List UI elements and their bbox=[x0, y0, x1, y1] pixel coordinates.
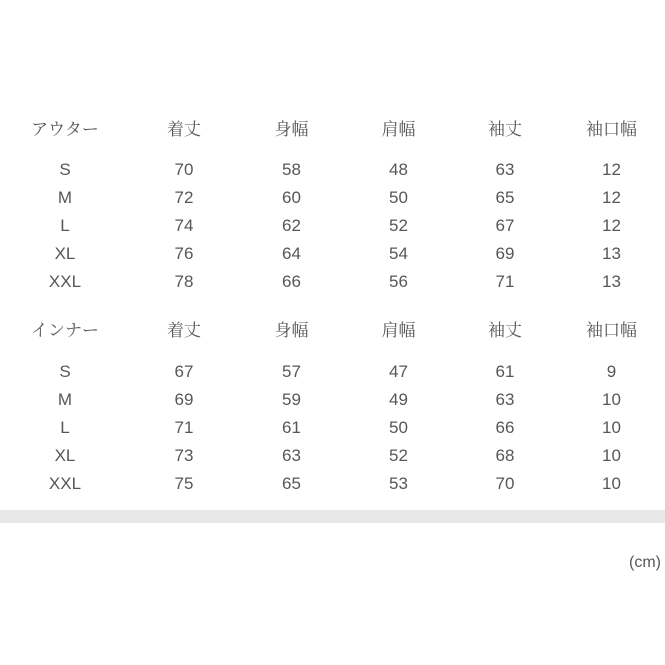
measurement-value: 48 bbox=[389, 160, 408, 179]
size-label: XXL bbox=[48, 272, 82, 291]
measurement-value: 71 bbox=[495, 272, 515, 291]
measurement-value: 12 bbox=[602, 188, 621, 207]
column-header: 身幅 bbox=[274, 320, 309, 340]
size-label: XL bbox=[54, 244, 76, 263]
measurement-value: 12 bbox=[602, 160, 621, 179]
measurement-value: 74 bbox=[174, 216, 194, 235]
measurement-value: 65 bbox=[282, 474, 301, 493]
measurement-value: 67 bbox=[174, 362, 194, 381]
measurement-value: 9 bbox=[606, 362, 617, 381]
table-row bbox=[0, 184, 665, 212]
measurement-value: 49 bbox=[389, 390, 408, 409]
measurement-value: 56 bbox=[389, 272, 408, 291]
table-row bbox=[0, 470, 665, 498]
measurement-value: 47 bbox=[389, 362, 408, 381]
table-row bbox=[0, 268, 665, 296]
size-label: XXL bbox=[48, 474, 82, 493]
table-row bbox=[0, 442, 665, 470]
table-row bbox=[0, 358, 665, 386]
table-row bbox=[0, 212, 665, 240]
measurement-value: 10 bbox=[602, 418, 621, 437]
measurement-value: 10 bbox=[602, 474, 621, 493]
measurement-value: 65 bbox=[495, 188, 515, 207]
column-header: 袖口幅 bbox=[586, 320, 637, 340]
measurement-value: 62 bbox=[282, 216, 301, 235]
outer-section bbox=[0, 113, 665, 296]
measurement-value: 67 bbox=[495, 216, 515, 235]
measurement-value: 71 bbox=[174, 418, 194, 437]
measurement-value: 53 bbox=[389, 474, 408, 493]
group-label: アウター bbox=[31, 119, 99, 139]
table-row bbox=[0, 414, 665, 442]
table-row bbox=[0, 240, 665, 268]
measurement-value: 52 bbox=[389, 446, 408, 465]
measurement-value: 10 bbox=[602, 446, 621, 465]
section-divider bbox=[0, 510, 665, 523]
size-label: L bbox=[60, 216, 70, 235]
measurement-value: 63 bbox=[495, 390, 515, 409]
measurement-value: 75 bbox=[174, 474, 194, 493]
measurement-value: 78 bbox=[174, 272, 194, 291]
measurement-value: 76 bbox=[174, 244, 194, 263]
column-header: 着丈 bbox=[167, 320, 201, 340]
measurement-value: 13 bbox=[602, 272, 621, 291]
measurement-value: 52 bbox=[389, 216, 408, 235]
outer-header-row bbox=[0, 113, 665, 141]
size-label: L bbox=[60, 418, 70, 437]
measurement-value: 70 bbox=[495, 474, 515, 493]
size-label: S bbox=[59, 160, 71, 179]
column-header: 着丈 bbox=[167, 119, 201, 139]
inner-section bbox=[0, 314, 665, 498]
group-label: インナー bbox=[31, 320, 99, 340]
measurement-value: 64 bbox=[282, 244, 301, 263]
column-header: 袖口幅 bbox=[586, 119, 637, 139]
inner-header-row bbox=[0, 314, 665, 342]
table-row bbox=[0, 156, 665, 184]
measurement-value: 59 bbox=[282, 390, 301, 409]
column-header: 肩幅 bbox=[381, 119, 416, 139]
measurement-value: 50 bbox=[389, 418, 408, 437]
measurement-value: 54 bbox=[389, 244, 408, 263]
measurement-value: 63 bbox=[495, 160, 515, 179]
measurement-value: 66 bbox=[282, 272, 301, 291]
measurement-value: 68 bbox=[495, 446, 515, 465]
measurement-value: 13 bbox=[602, 244, 621, 263]
size-label: XL bbox=[54, 446, 76, 465]
size-label: M bbox=[57, 390, 73, 409]
measurement-value: 10 bbox=[602, 390, 621, 409]
measurement-value: 66 bbox=[495, 418, 515, 437]
measurement-value: 57 bbox=[282, 362, 301, 381]
measurement-value: 58 bbox=[282, 160, 301, 179]
measurement-value: 72 bbox=[174, 188, 194, 207]
table-row bbox=[0, 386, 665, 414]
size-label: S bbox=[59, 362, 71, 381]
measurement-value: 70 bbox=[174, 160, 194, 179]
column-header: 袖丈 bbox=[488, 320, 522, 340]
measurement-value: 73 bbox=[174, 446, 194, 465]
measurement-value: 63 bbox=[282, 446, 301, 465]
column-header: 肩幅 bbox=[381, 320, 416, 340]
measurement-value: 50 bbox=[389, 188, 408, 207]
unit-label: (cm) bbox=[629, 554, 661, 571]
measurement-value: 61 bbox=[495, 362, 515, 381]
measurement-value: 12 bbox=[602, 216, 621, 235]
size-label: M bbox=[57, 188, 73, 207]
column-header: 身幅 bbox=[274, 119, 309, 139]
column-header: 袖丈 bbox=[488, 119, 522, 139]
measurement-value: 69 bbox=[174, 390, 194, 409]
measurement-value: 69 bbox=[495, 244, 515, 263]
measurement-value: 60 bbox=[282, 188, 301, 207]
measurement-value: 61 bbox=[282, 418, 301, 437]
